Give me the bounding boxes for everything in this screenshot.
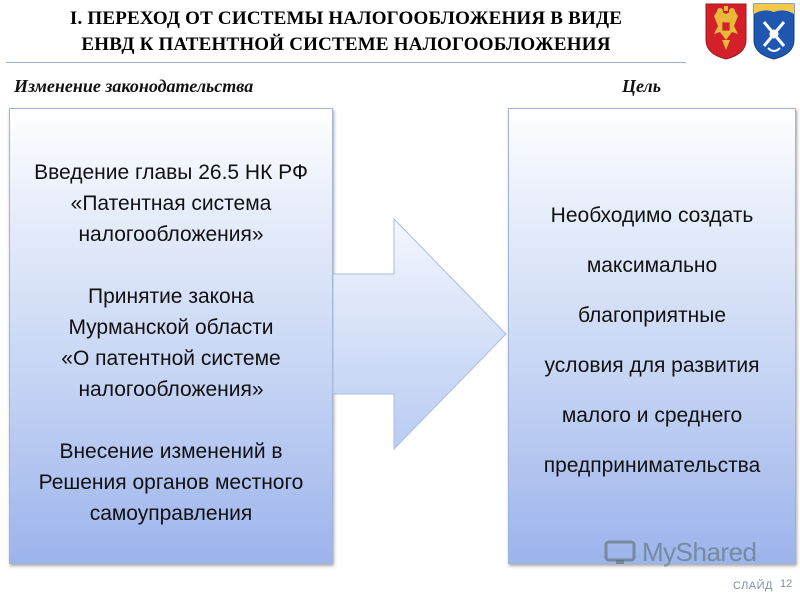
text-line: малого и среднего — [561, 404, 743, 427]
text-line: «О патентной системе — [61, 347, 281, 370]
text-line: Необходимо создать — [550, 204, 754, 227]
legislation-item — [10, 281, 332, 405]
legislation-item — [10, 157, 332, 250]
spacer — [10, 250, 332, 281]
text-line: Принятие закона — [87, 285, 255, 308]
watermark-logo-icon — [604, 538, 640, 568]
goal-heading: Цель — [622, 76, 662, 96]
text-line: налогообложения» — [78, 378, 264, 401]
text-line: Решения органов местного — [38, 471, 304, 494]
legislation-list — [10, 157, 332, 529]
slide-number: 12 — [780, 578, 793, 590]
goal-box — [508, 108, 796, 564]
russia-coat-of-arms-icon — [704, 2, 748, 60]
legislation-heading: Изменение законодательства — [14, 76, 254, 96]
spacer — [10, 405, 332, 436]
murmansk-region-coat-of-arms-icon — [752, 2, 796, 60]
title-divider — [6, 62, 686, 63]
title-line-1: I. ПЕРЕХОД ОТ СИСТЕМЫ НАЛОГООБЛОЖЕНИЯ В ВИДЕ — [69, 8, 623, 29]
goal-text — [509, 191, 795, 491]
text-line: максимально — [586, 254, 718, 277]
text-line: благоприятные — [577, 304, 727, 327]
legislation-item — [10, 436, 332, 529]
text-line: Внесение изменений в — [59, 440, 283, 463]
text-line: самоуправления — [89, 502, 253, 525]
slide-label: СЛАЙД — [733, 580, 773, 592]
transition-arrow — [330, 216, 510, 452]
text-line: налогообложения» — [78, 223, 264, 246]
text-line: предпринимательства — [543, 454, 761, 477]
text-line: Мурманской области — [68, 316, 274, 339]
text-line: Введение главы 26.5 НК РФ — [34, 161, 308, 184]
legislation-changes-box — [9, 108, 333, 564]
slide-title — [6, 6, 686, 58]
text-line: условия для развития — [544, 354, 760, 377]
watermark-text: MyShared — [642, 537, 757, 567]
title-line-2: ЕНВД К ПАТЕНТНОЙ СИСТЕМЕ НАЛОГООБЛОЖЕНИЯ — [81, 34, 611, 55]
text-line: «Патентная система — [70, 192, 272, 215]
